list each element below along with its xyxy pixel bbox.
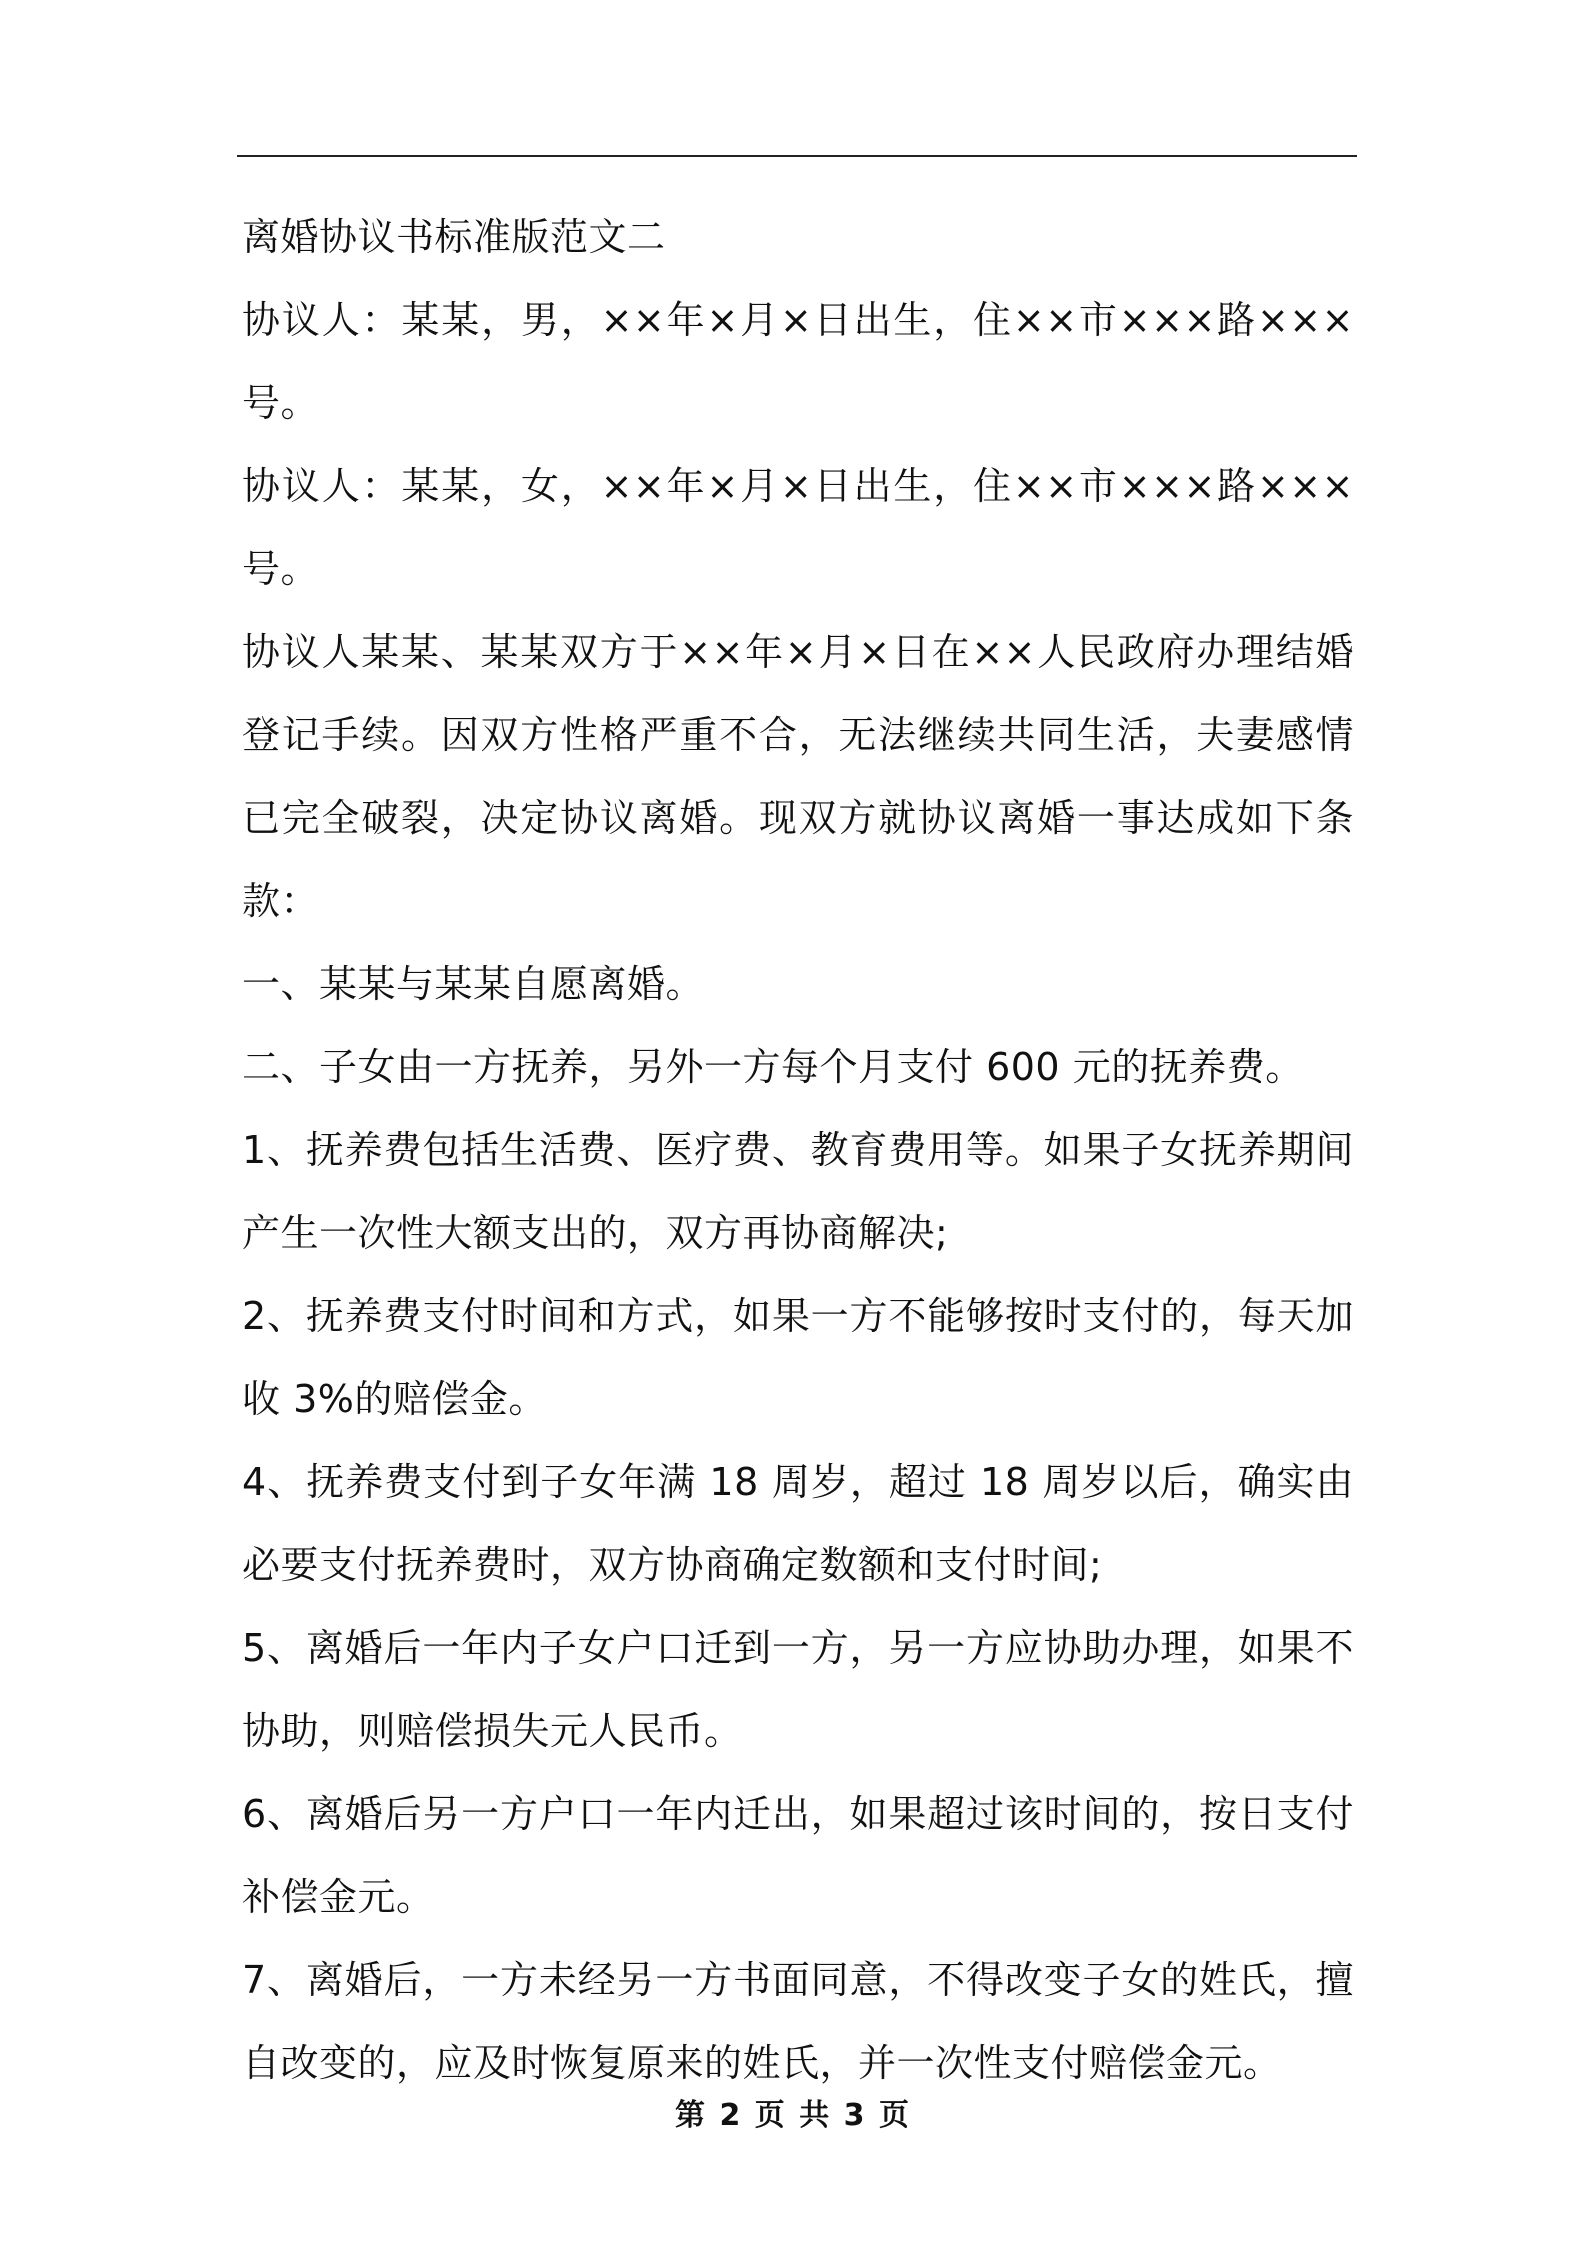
header-divider bbox=[237, 155, 1357, 157]
sub-clause-6: 6、离婚后另一方户口一年内迁出，如果超过该时间的，按日支付补偿金元。 bbox=[242, 1792, 1354, 1919]
sub-clause-5: 5、离婚后一年内子女户口迁到一方，另一方应协助办理，如果不协助，则赔偿损失元人民币。 bbox=[242, 1626, 1354, 1753]
page-number-footer bbox=[0, 2090, 1586, 2134]
document-body bbox=[242, 196, 1354, 2105]
clause-two: 二、子女由一方抚养，另外一方每个月支付 600 元的抚养费。 bbox=[242, 1045, 1304, 1089]
clause-one: 一、某某与某某自愿离婚。 bbox=[242, 962, 705, 1006]
sub-clause-1: 1、抚养费包括生活费、医疗费、教育费用等。如果子女抚养期间产生一次性大额支出的，双方再协商解决; bbox=[242, 1128, 1354, 1255]
document-title: 离婚协议书标准版范文二 bbox=[242, 215, 666, 259]
sub-clause-7: 7、离婚后，一方未经另一方书面同意，不得改变子女的姓氏，擅自改变的，应及时恢复原来的姓氏，并一次性支付赔偿金元。 bbox=[242, 1958, 1354, 2085]
page-number-label: 第 2 页 共 3 页 bbox=[675, 2098, 911, 2133]
sub-clause-4: 4、抚养费支付到子女年满 18 周岁，超过 18 周岁以后，确实由必要支付抚养费时，双方协商确定数额和支付时间; bbox=[242, 1460, 1354, 1587]
preamble-paragraph: 协议人某某、某某双方于××年×月×日在××人民政府办理结婚登记手续。因双方性格严重不合，无法继续共同生活，夫妻感情已完全破裂，决定协议离婚。现双方就协议离婚一事达成如下条款： bbox=[242, 630, 1354, 923]
party-two-paragraph: 协议人：某某，女，××年×月×日出生，住××市×××路×××号。 bbox=[242, 464, 1354, 591]
party-one-paragraph: 协议人：某某，男，××年×月×日出生，住××市×××路×××号。 bbox=[242, 298, 1354, 425]
sub-clause-2: 2、抚养费支付时间和方式，如果一方不能够按时支付的，每天加收 3%的赔偿金。 bbox=[242, 1294, 1354, 1421]
